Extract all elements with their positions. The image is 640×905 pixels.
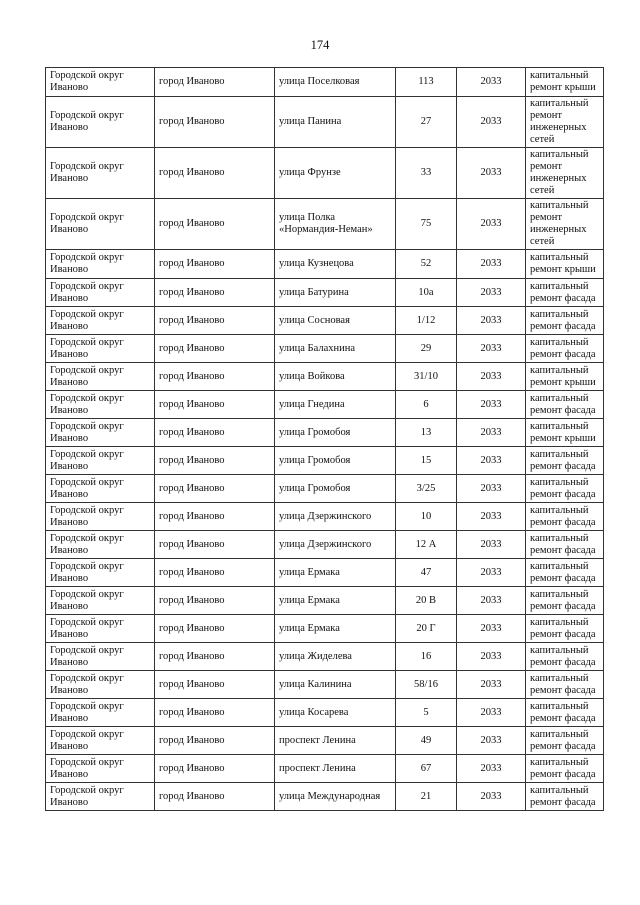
street-cell: улица Ермака bbox=[275, 559, 396, 587]
year-cell: 2033 bbox=[457, 559, 526, 587]
locality-cell: город Иваново bbox=[155, 307, 275, 335]
year-cell: 2033 bbox=[457, 475, 526, 503]
house-cell: 47 bbox=[396, 559, 457, 587]
table-row bbox=[46, 755, 604, 783]
street-cell: улица Кузнецова bbox=[275, 250, 396, 279]
table-row bbox=[46, 727, 604, 755]
house-cell: 10а bbox=[396, 279, 457, 307]
table-row bbox=[46, 419, 604, 447]
locality-cell: город Иваново bbox=[155, 199, 275, 250]
locality-cell: город Иваново bbox=[155, 699, 275, 727]
work-cell: капитальный ремонт фасада bbox=[526, 699, 604, 727]
locality-cell: город Иваново bbox=[155, 755, 275, 783]
street-cell: улица Косарева bbox=[275, 699, 396, 727]
house-cell: 15 bbox=[396, 447, 457, 475]
table-row bbox=[46, 671, 604, 699]
house-cell: 58/16 bbox=[396, 671, 457, 699]
year-cell: 2033 bbox=[457, 671, 526, 699]
street-cell: улица Жиделева bbox=[275, 643, 396, 671]
house-cell: 20 Г bbox=[396, 615, 457, 643]
year-cell: 2033 bbox=[457, 531, 526, 559]
work-cell: капитальный ремонт инженерных сетей bbox=[526, 97, 604, 148]
house-cell: 3/25 bbox=[396, 475, 457, 503]
repair-schedule-table bbox=[45, 67, 604, 811]
municipality-cell: Городской округ Иваново bbox=[46, 671, 155, 699]
locality-cell: город Иваново bbox=[155, 250, 275, 279]
municipality-cell: Городской округ Иваново bbox=[46, 250, 155, 279]
table-row bbox=[46, 97, 604, 148]
year-cell: 2033 bbox=[457, 363, 526, 391]
house-cell: 75 bbox=[396, 199, 457, 250]
house-cell: 113 bbox=[396, 68, 457, 97]
municipality-cell: Городской округ Иваново bbox=[46, 727, 155, 755]
year-cell: 2033 bbox=[457, 199, 526, 250]
locality-cell: город Иваново bbox=[155, 391, 275, 419]
locality-cell: город Иваново bbox=[155, 671, 275, 699]
house-cell: 33 bbox=[396, 148, 457, 199]
work-cell: капитальный ремонт фасада bbox=[526, 559, 604, 587]
street-cell: улица Панина bbox=[275, 97, 396, 148]
table-row bbox=[46, 559, 604, 587]
year-cell: 2033 bbox=[457, 699, 526, 727]
locality-cell: город Иваново bbox=[155, 68, 275, 97]
year-cell: 2033 bbox=[457, 587, 526, 615]
house-cell: 16 bbox=[396, 643, 457, 671]
table-row bbox=[46, 199, 604, 250]
page-number: 174 bbox=[310, 38, 330, 52]
table-row bbox=[46, 643, 604, 671]
municipality-cell: Городской округ Иваново bbox=[46, 503, 155, 531]
municipality-cell: Городской округ Иваново bbox=[46, 615, 155, 643]
house-cell: 6 bbox=[396, 391, 457, 419]
year-cell: 2033 bbox=[457, 279, 526, 307]
street-cell: улица Дзержинского bbox=[275, 503, 396, 531]
work-cell: капитальный ремонт фасада bbox=[526, 475, 604, 503]
municipality-cell: Городской округ Иваново bbox=[46, 447, 155, 475]
work-cell: капитальный ремонт фасада bbox=[526, 783, 604, 811]
municipality-cell: Городской округ Иваново bbox=[46, 199, 155, 250]
street-cell: улица Дзержинского bbox=[275, 531, 396, 559]
year-cell: 2033 bbox=[457, 148, 526, 199]
table-body bbox=[46, 68, 604, 811]
work-cell: капитальный ремонт фасада bbox=[526, 643, 604, 671]
table-row bbox=[46, 783, 604, 811]
work-cell: капитальный ремонт фасада bbox=[526, 727, 604, 755]
locality-cell: город Иваново bbox=[155, 643, 275, 671]
house-cell: 49 bbox=[396, 727, 457, 755]
municipality-cell: Городской округ Иваново bbox=[46, 531, 155, 559]
table-row bbox=[46, 279, 604, 307]
house-cell: 1/12 bbox=[396, 307, 457, 335]
work-cell: капитальный ремонт фасада bbox=[526, 503, 604, 531]
locality-cell: город Иваново bbox=[155, 419, 275, 447]
house-cell: 10 bbox=[396, 503, 457, 531]
house-cell: 27 bbox=[396, 97, 457, 148]
house-cell: 12 А bbox=[396, 531, 457, 559]
street-cell: улица Батурина bbox=[275, 279, 396, 307]
street-cell: улица Ермака bbox=[275, 615, 396, 643]
year-cell: 2033 bbox=[457, 615, 526, 643]
municipality-cell: Городской округ Иваново bbox=[46, 97, 155, 148]
table-row bbox=[46, 68, 604, 97]
work-cell: капитальный ремонт крыши bbox=[526, 68, 604, 97]
work-cell: капитальный ремонт фасада bbox=[526, 755, 604, 783]
table-row bbox=[46, 335, 604, 363]
table-row bbox=[46, 503, 604, 531]
street-cell: улица Фрунзе bbox=[275, 148, 396, 199]
work-cell: капитальный ремонт крыши bbox=[526, 363, 604, 391]
locality-cell: город Иваново bbox=[155, 503, 275, 531]
year-cell: 2033 bbox=[457, 97, 526, 148]
table-row bbox=[46, 531, 604, 559]
locality-cell: город Иваново bbox=[155, 475, 275, 503]
year-cell: 2033 bbox=[457, 447, 526, 475]
table-row bbox=[46, 447, 604, 475]
work-cell: капитальный ремонт фасада bbox=[526, 279, 604, 307]
municipality-cell: Городской округ Иваново bbox=[46, 755, 155, 783]
house-cell: 29 bbox=[396, 335, 457, 363]
municipality-cell: Городской округ Иваново bbox=[46, 335, 155, 363]
street-cell: улица Калинина bbox=[275, 671, 396, 699]
locality-cell: город Иваново bbox=[155, 279, 275, 307]
work-cell: капитальный ремонт инженерных сетей bbox=[526, 199, 604, 250]
house-cell: 67 bbox=[396, 755, 457, 783]
municipality-cell: Городской округ Иваново bbox=[46, 587, 155, 615]
locality-cell: город Иваново bbox=[155, 97, 275, 148]
municipality-cell: Городской округ Иваново bbox=[46, 699, 155, 727]
table-row bbox=[46, 363, 604, 391]
table-row bbox=[46, 148, 604, 199]
work-cell: капитальный ремонт крыши bbox=[526, 250, 604, 279]
year-cell: 2033 bbox=[457, 419, 526, 447]
municipality-cell: Городской округ Иваново bbox=[46, 475, 155, 503]
work-cell: капитальный ремонт фасада bbox=[526, 391, 604, 419]
year-cell: 2033 bbox=[457, 250, 526, 279]
work-cell: капитальный ремонт фасада bbox=[526, 447, 604, 475]
municipality-cell: Городской округ Иваново bbox=[46, 68, 155, 97]
year-cell: 2033 bbox=[457, 68, 526, 97]
locality-cell: город Иваново bbox=[155, 587, 275, 615]
street-cell: улица Громобоя bbox=[275, 447, 396, 475]
locality-cell: город Иваново bbox=[155, 615, 275, 643]
street-cell: проспект Ленина bbox=[275, 755, 396, 783]
year-cell: 2033 bbox=[457, 503, 526, 531]
year-cell: 2033 bbox=[457, 783, 526, 811]
locality-cell: город Иваново bbox=[155, 783, 275, 811]
table-row bbox=[46, 475, 604, 503]
street-cell: улица Ермака bbox=[275, 587, 396, 615]
work-cell: капитальный ремонт фасада bbox=[526, 531, 604, 559]
year-cell: 2033 bbox=[457, 643, 526, 671]
municipality-cell: Городской округ Иваново bbox=[46, 643, 155, 671]
year-cell: 2033 bbox=[457, 307, 526, 335]
street-cell: улица Балахнина bbox=[275, 335, 396, 363]
street-cell: улица Поселковая bbox=[275, 68, 396, 97]
locality-cell: город Иваново bbox=[155, 148, 275, 199]
locality-cell: город Иваново bbox=[155, 559, 275, 587]
house-cell: 13 bbox=[396, 419, 457, 447]
street-cell: улица Громобоя bbox=[275, 419, 396, 447]
table-row bbox=[46, 699, 604, 727]
house-cell: 31/10 bbox=[396, 363, 457, 391]
municipality-cell: Городской округ Иваново bbox=[46, 783, 155, 811]
work-cell: капитальный ремонт фасада bbox=[526, 587, 604, 615]
table-row bbox=[46, 250, 604, 279]
house-cell: 20 В bbox=[396, 587, 457, 615]
street-cell: улица Международная bbox=[275, 783, 396, 811]
municipality-cell: Городской округ Иваново bbox=[46, 419, 155, 447]
locality-cell: город Иваново bbox=[155, 447, 275, 475]
work-cell: капитальный ремонт инженерных сетей bbox=[526, 148, 604, 199]
table-row bbox=[46, 307, 604, 335]
municipality-cell: Городской округ Иваново bbox=[46, 391, 155, 419]
year-cell: 2033 bbox=[457, 755, 526, 783]
house-cell: 5 bbox=[396, 699, 457, 727]
municipality-cell: Городской округ Иваново bbox=[46, 148, 155, 199]
house-cell: 21 bbox=[396, 783, 457, 811]
year-cell: 2033 bbox=[457, 727, 526, 755]
work-cell: капитальный ремонт фасада bbox=[526, 615, 604, 643]
municipality-cell: Городской округ Иваново bbox=[46, 279, 155, 307]
work-cell: капитальный ремонт крыши bbox=[526, 419, 604, 447]
work-cell: капитальный ремонт фасада bbox=[526, 335, 604, 363]
street-cell: проспект Ленина bbox=[275, 727, 396, 755]
work-cell: капитальный ремонт фасада bbox=[526, 671, 604, 699]
municipality-cell: Городской округ Иваново bbox=[46, 307, 155, 335]
table-row bbox=[46, 587, 604, 615]
municipality-cell: Городской округ Иваново bbox=[46, 363, 155, 391]
street-cell: улица Громобоя bbox=[275, 475, 396, 503]
house-cell: 52 bbox=[396, 250, 457, 279]
street-cell: улица Гнедина bbox=[275, 391, 396, 419]
locality-cell: город Иваново bbox=[155, 727, 275, 755]
year-cell: 2033 bbox=[457, 391, 526, 419]
locality-cell: город Иваново bbox=[155, 363, 275, 391]
street-cell: улица Полка «Нормандия-Неман» bbox=[275, 199, 396, 250]
table-row bbox=[46, 391, 604, 419]
locality-cell: город Иваново bbox=[155, 531, 275, 559]
street-cell: улица Войкова bbox=[275, 363, 396, 391]
work-cell: капитальный ремонт фасада bbox=[526, 307, 604, 335]
municipality-cell: Городской округ Иваново bbox=[46, 559, 155, 587]
locality-cell: город Иваново bbox=[155, 335, 275, 363]
year-cell: 2033 bbox=[457, 335, 526, 363]
street-cell: улица Сосновая bbox=[275, 307, 396, 335]
table-row bbox=[46, 615, 604, 643]
